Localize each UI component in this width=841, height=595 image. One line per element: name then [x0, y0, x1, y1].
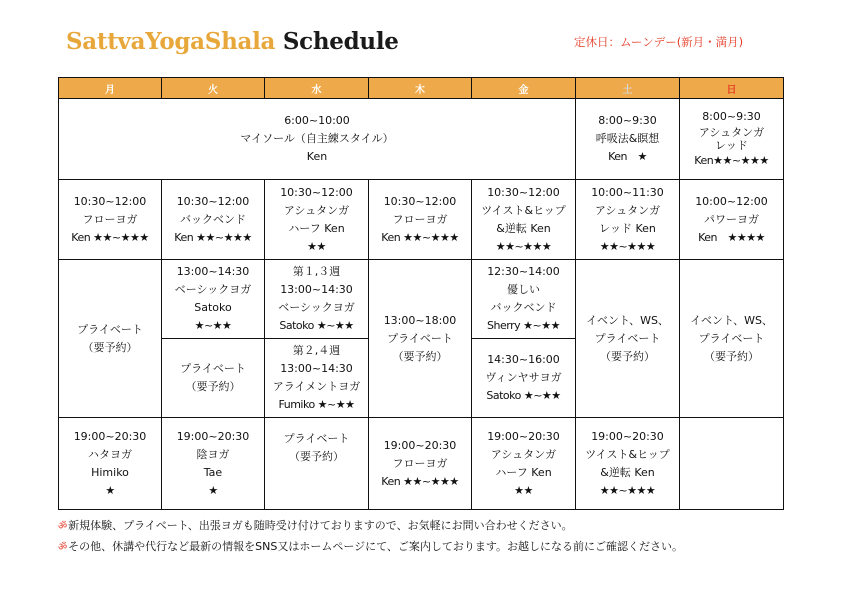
class-name: アシュタンガ [594, 203, 661, 217]
class-week: 第２,４週 [292, 344, 341, 357]
class-cell-sat-event [576, 260, 680, 418]
class-time: 13:00~14:30 [176, 265, 250, 278]
class-name: プライベート [180, 362, 246, 375]
class-cell-mon-morning [59, 180, 162, 260]
class-cell-mysore [59, 99, 576, 180]
footnotes [58, 516, 683, 558]
class-time: 14:30~16:00 [487, 353, 560, 366]
class-name: イベント、WS、 [586, 313, 669, 327]
class-teacher-level: Ken ★★~★★★ [174, 230, 252, 244]
class-teacher-level: Ken ★★★★ [698, 230, 765, 244]
class-time: 10:00~12:00 [695, 194, 768, 208]
title-brand: SattvaYogaShala [66, 28, 276, 55]
class-name: ベーシックヨガ [278, 301, 355, 314]
class-teacher-level: Ken ★★~★★★ [381, 474, 459, 488]
class-cell-sun-early [680, 99, 784, 180]
class-level: ★~★★ [194, 319, 232, 332]
class-cell-thu-morning [369, 180, 472, 260]
class-time: 10:30~12:00 [383, 194, 457, 208]
class-teacher: ハーフ Ken [495, 465, 552, 479]
class-cell-wed-afternoon-1 [265, 260, 369, 339]
class-time: 10:30~12:00 [280, 185, 353, 199]
class-name: ヴィンヤサヨガ [485, 371, 562, 384]
class-time: 10:30~12:00 [487, 185, 560, 199]
schedule-row-early [59, 99, 784, 180]
class-name: プライベート [387, 331, 453, 345]
class-cell-thu-private [369, 260, 472, 418]
schedule-row-afternoon-1 [59, 260, 784, 339]
class-teacher: &逆転 Ken [496, 221, 551, 235]
class-cell-fri-morning [472, 180, 576, 260]
class-name: フローヨガ [82, 212, 138, 226]
class-note: （要予約） [82, 340, 138, 354]
class-name: プライベート [77, 322, 143, 336]
class-cell-tue-evening [162, 418, 265, 510]
footnote-2 [58, 537, 683, 558]
class-teacher-level: Satoko ★~★★ [486, 389, 561, 402]
day-header-mon: 月 [59, 78, 162, 99]
class-teacher: &逆転 Ken [600, 465, 655, 479]
class-level: ★★~★★★ [599, 483, 656, 497]
class-teacher-level: Ken★★~★★★ [694, 154, 769, 167]
class-name: フローヨガ [392, 212, 448, 226]
class-teacher: ハーフ Ken [288, 221, 345, 235]
class-cell-fri-evening [472, 418, 576, 510]
class-cell-wed-afternoon-2 [265, 339, 369, 418]
class-name: ベーシックヨガ [174, 283, 252, 296]
class-week: 第１,３週 [292, 265, 341, 278]
class-note: （要予約） [289, 450, 344, 463]
class-name: アシュタンガ [283, 203, 350, 217]
class-level: ★★ [514, 483, 533, 497]
class-cell-thu-evening [369, 418, 472, 510]
class-note: （要予約） [392, 349, 448, 363]
class-level: ★★ [307, 239, 326, 253]
class-cell-sun-evening-empty [680, 418, 784, 510]
class-name-2: レッド [715, 139, 748, 152]
footnote-1 [58, 516, 683, 537]
class-name: アシュタンガ [698, 126, 765, 139]
class-teacher-level: Sherry ★~★★ [487, 319, 560, 332]
class-time: 19:00~20:30 [176, 429, 250, 443]
class-time: 10:00~11:30 [591, 185, 664, 199]
class-name: アシュタンガ [490, 447, 557, 461]
class-cell-sun-morning [680, 180, 784, 260]
class-cell-wed-morning [265, 180, 369, 260]
om-icon: ॐ [58, 521, 68, 532]
class-cell-fri-afternoon-1 [472, 260, 576, 339]
class-teacher: Himiko [91, 465, 129, 479]
footnote-text: 新規体験、プライベート、出張ヨガも随時受け付けておりますので、お気軽にお問い合わせください。 [68, 519, 573, 532]
om-icon: ॐ [58, 542, 68, 553]
class-note: （要予約） [185, 380, 241, 393]
schedule-table [58, 77, 784, 510]
class-name: ツイスト&ヒップ [585, 447, 670, 461]
class-cell-sat-evening [576, 418, 680, 510]
class-name: ハタヨガ [88, 447, 132, 461]
class-time: 19:00~20:30 [383, 438, 457, 452]
class-time: 19:00~20:30 [487, 429, 560, 443]
class-cell-fri-afternoon-2 [472, 339, 576, 418]
class-time: 13:00~14:30 [280, 283, 353, 296]
class-name: バックベンド [180, 212, 246, 226]
class-teacher-level: Fumiko ★~★★ [278, 398, 355, 411]
class-cell-sat-morning [576, 180, 680, 260]
class-teacher-level: Satoko ★~★★ [279, 319, 354, 332]
class-name: パワーヨガ [704, 212, 759, 226]
class-time: 19:00~20:30 [591, 429, 664, 443]
class-time: 12:30~14:00 [487, 265, 560, 278]
class-cell-tue-private [162, 339, 265, 418]
class-time: 8:00~9:30 [598, 114, 657, 127]
class-name: フローヨガ [392, 456, 448, 470]
day-header-row [59, 78, 784, 99]
class-teacher-level: Ken ★★~★★★ [381, 230, 459, 244]
class-cell-mon-private [59, 260, 162, 418]
day-header-fri: 金 [472, 78, 576, 99]
class-time: 6:00~10:00 [284, 114, 350, 127]
class-level: ★★~★★★ [495, 239, 552, 253]
title-word: Schedule [282, 28, 399, 55]
class-cell-tue-morning [162, 180, 265, 260]
class-cell-sat-early [576, 99, 680, 180]
class-teacher: Satoko [194, 301, 232, 314]
class-teacher-level: Ken ★★~★★★ [71, 230, 149, 244]
class-name-2: バックベンド [490, 301, 557, 314]
class-name: マイソール（自主練スタイル） [240, 132, 394, 145]
class-cell-tue-afternoon [162, 260, 265, 339]
class-time: 13:00~14:30 [280, 362, 353, 375]
class-name-2: プライベート [594, 331, 661, 345]
class-cell-mon-evening [59, 418, 162, 510]
day-header-thu: 木 [369, 78, 472, 99]
class-note: （要予約） [600, 349, 655, 363]
class-time: 19:00~20:30 [73, 429, 147, 443]
class-time: 10:30~12:00 [176, 194, 250, 208]
class-time: 8:00~9:30 [702, 110, 761, 123]
class-name: イベント、WS、 [690, 313, 773, 327]
class-level: ★ [105, 483, 115, 497]
class-cell-sun-event [680, 260, 784, 418]
class-name: 優しい [507, 283, 540, 296]
day-header-sun: 日 [680, 78, 784, 99]
class-name: プライベート [283, 432, 350, 445]
class-teacher: レッド Ken [599, 221, 656, 235]
footnote-text: その他、休講や代行など最新の情報をSNS又はホームページにて、ご案内しております。お越しになる前にご確認ください。 [68, 540, 683, 553]
class-teacher-level: Ken ★ [608, 150, 647, 163]
schedule-row-morning [59, 180, 784, 260]
class-name-2: プライベート [698, 331, 765, 345]
schedule-row-evening [59, 418, 784, 510]
class-note: （要予約） [704, 349, 759, 363]
class-name: 呼吸法&瞑想 [595, 132, 660, 145]
day-header-wed: 水 [265, 78, 369, 99]
day-header-tue: 火 [162, 78, 265, 99]
class-level: ★ [208, 483, 218, 497]
day-header-sat: 土 [576, 78, 680, 99]
class-level: ★★~★★★ [599, 239, 656, 253]
class-name: アライメントヨガ [272, 380, 361, 393]
class-name: 陰ヨガ [196, 447, 230, 461]
class-time: 10:30~12:00 [73, 194, 147, 208]
holiday-note: 定休日：ムーンデー(新月・満月) [574, 35, 744, 49]
class-name: ツイスト&ヒップ [481, 203, 566, 217]
class-teacher: Ken [306, 150, 328, 163]
class-cell-wed-evening [265, 418, 369, 510]
class-teacher: Tae [203, 465, 223, 479]
class-time: 13:00~18:00 [383, 313, 457, 327]
page-title [66, 28, 399, 55]
